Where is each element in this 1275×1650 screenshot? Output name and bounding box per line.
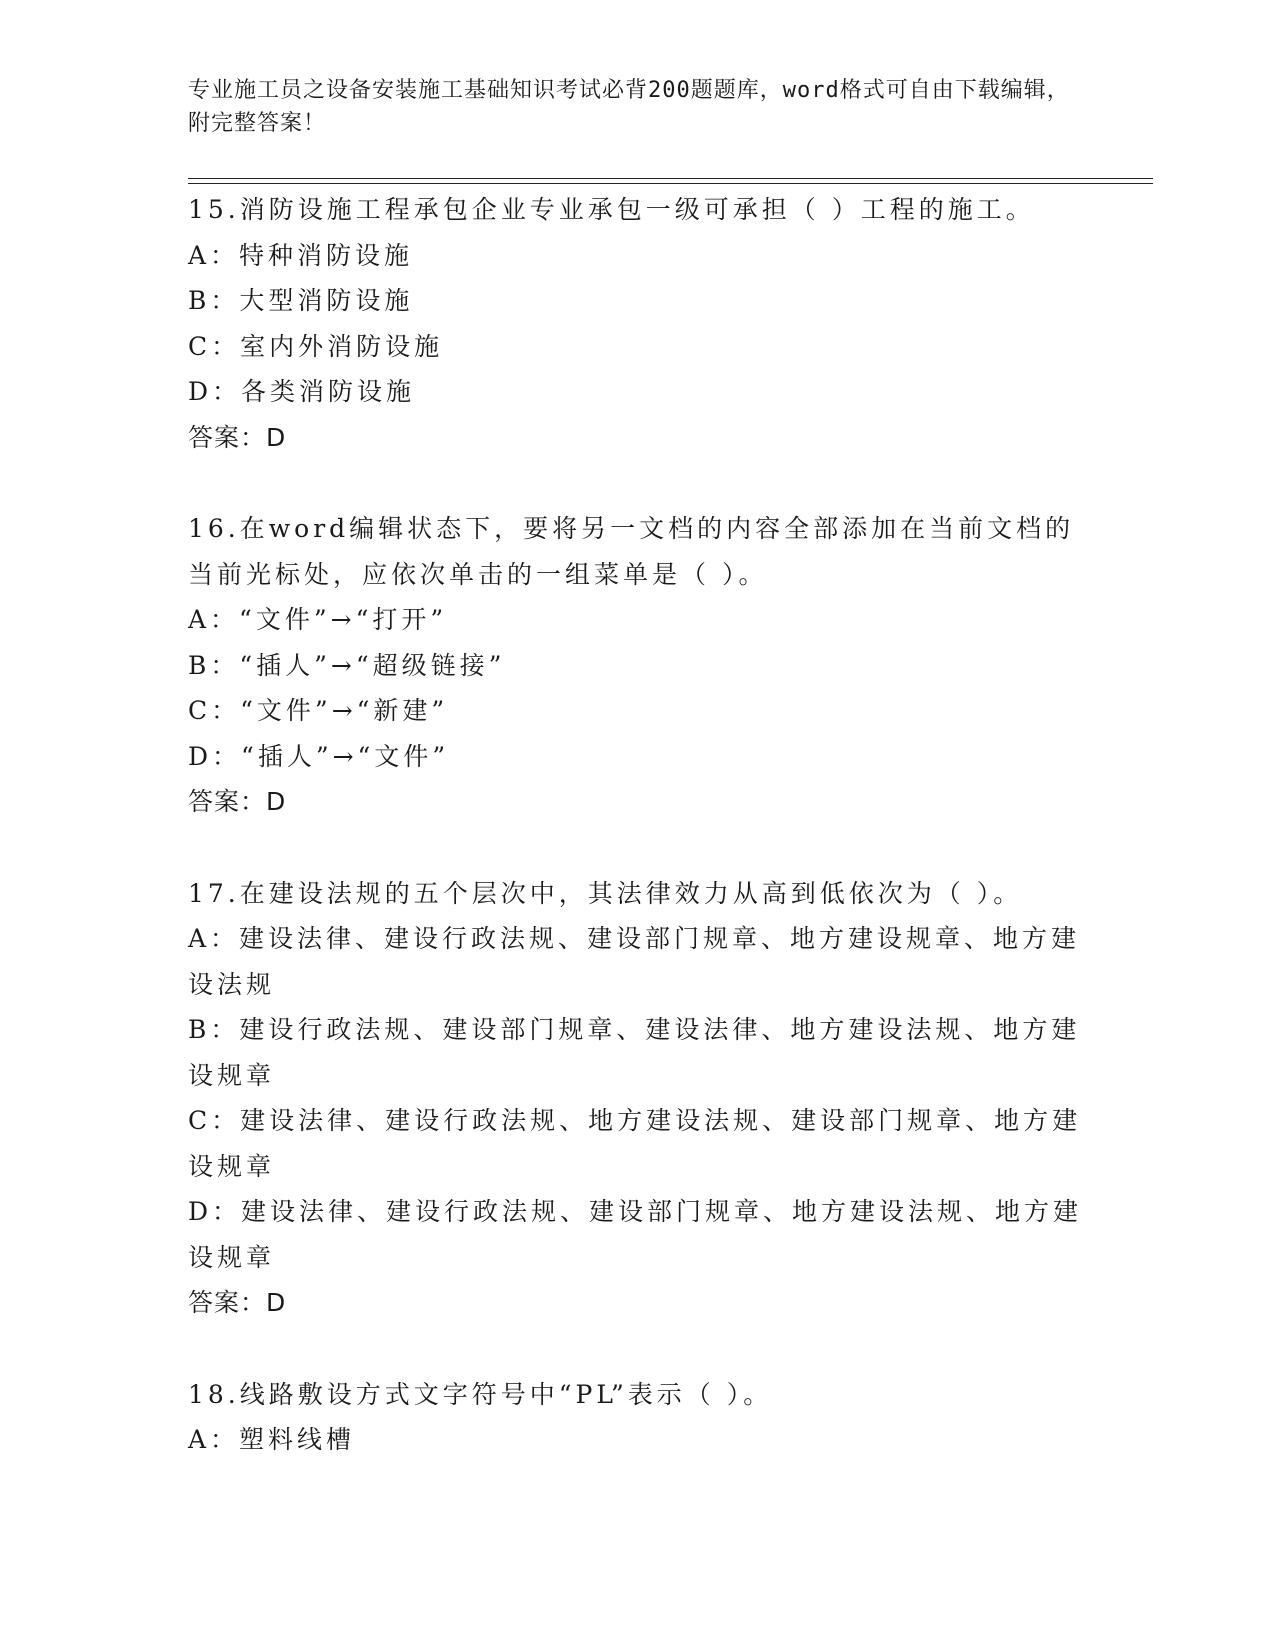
option-a: A：塑料线槽 <box>188 1425 356 1454</box>
question-stem: 16.在word编辑状态下，要将另一文档的内容全部添加在当前文档的当前光标处，应依次单击的一组菜单是（ ）。 <box>188 514 1075 589</box>
question-16 <box>188 506 1088 825</box>
option-d: D：建设法律、建设行政法规、建设部门规章、地方建设法规、地方建设规章 <box>188 1197 1083 1272</box>
question-stem: 17.在建设法规的五个层次中，其法律效力从高到低依次为（ ）。 <box>188 878 1023 908</box>
answer-line: 答案：D <box>188 1288 287 1317</box>
answer-line: 答案：D <box>188 787 287 816</box>
option-a: A：建设法律、建设行政法规、建设部门规章、地方建设规章、地方建设法规 <box>188 924 1081 999</box>
answer-line: 答案：D <box>188 422 287 452</box>
question-17 <box>188 871 1088 1326</box>
question-stem: 15.消防设施工程承包企业专业承包一级可承担（ ）工程的施工。 <box>188 195 1035 224</box>
question-15 <box>188 187 1088 460</box>
option-d: D：各类消防设施 <box>188 377 416 406</box>
question-18 <box>188 1372 1088 1463</box>
option-d: D：“插人”→“文件” <box>188 741 450 771</box>
option-b: B：大型消防设施 <box>188 286 414 315</box>
option-b: B：建设行政法规、建设部门规章、建设法律、地方建设法规、地方建设规章 <box>188 1015 1081 1090</box>
option-a: A：“文件”→“打开” <box>188 605 448 634</box>
option-c: C：“文件”→“新建” <box>188 696 449 725</box>
option-b: B：“插人”→“超级链接” <box>188 650 506 680</box>
question-stem: 18.线路敷设方式文字符号中“PL”表示（ ）。 <box>188 1379 773 1409</box>
question-list <box>188 187 1088 1509</box>
document-header: 专业施工员之设备安装施工基础知识考试必背200题题库，word格式可自由下载编辑，附完整答案！ <box>188 78 1070 136</box>
option-c: C：室内外消防设施 <box>188 331 444 361</box>
option-a: A：特种消防设施 <box>188 240 414 270</box>
header-divider-bottom <box>188 183 1153 184</box>
option-c: C：建设法律、建设行政法规、地方建设法规、建设部门规章、地方建设规章 <box>188 1106 1082 1181</box>
header-divider-top <box>188 178 1153 179</box>
